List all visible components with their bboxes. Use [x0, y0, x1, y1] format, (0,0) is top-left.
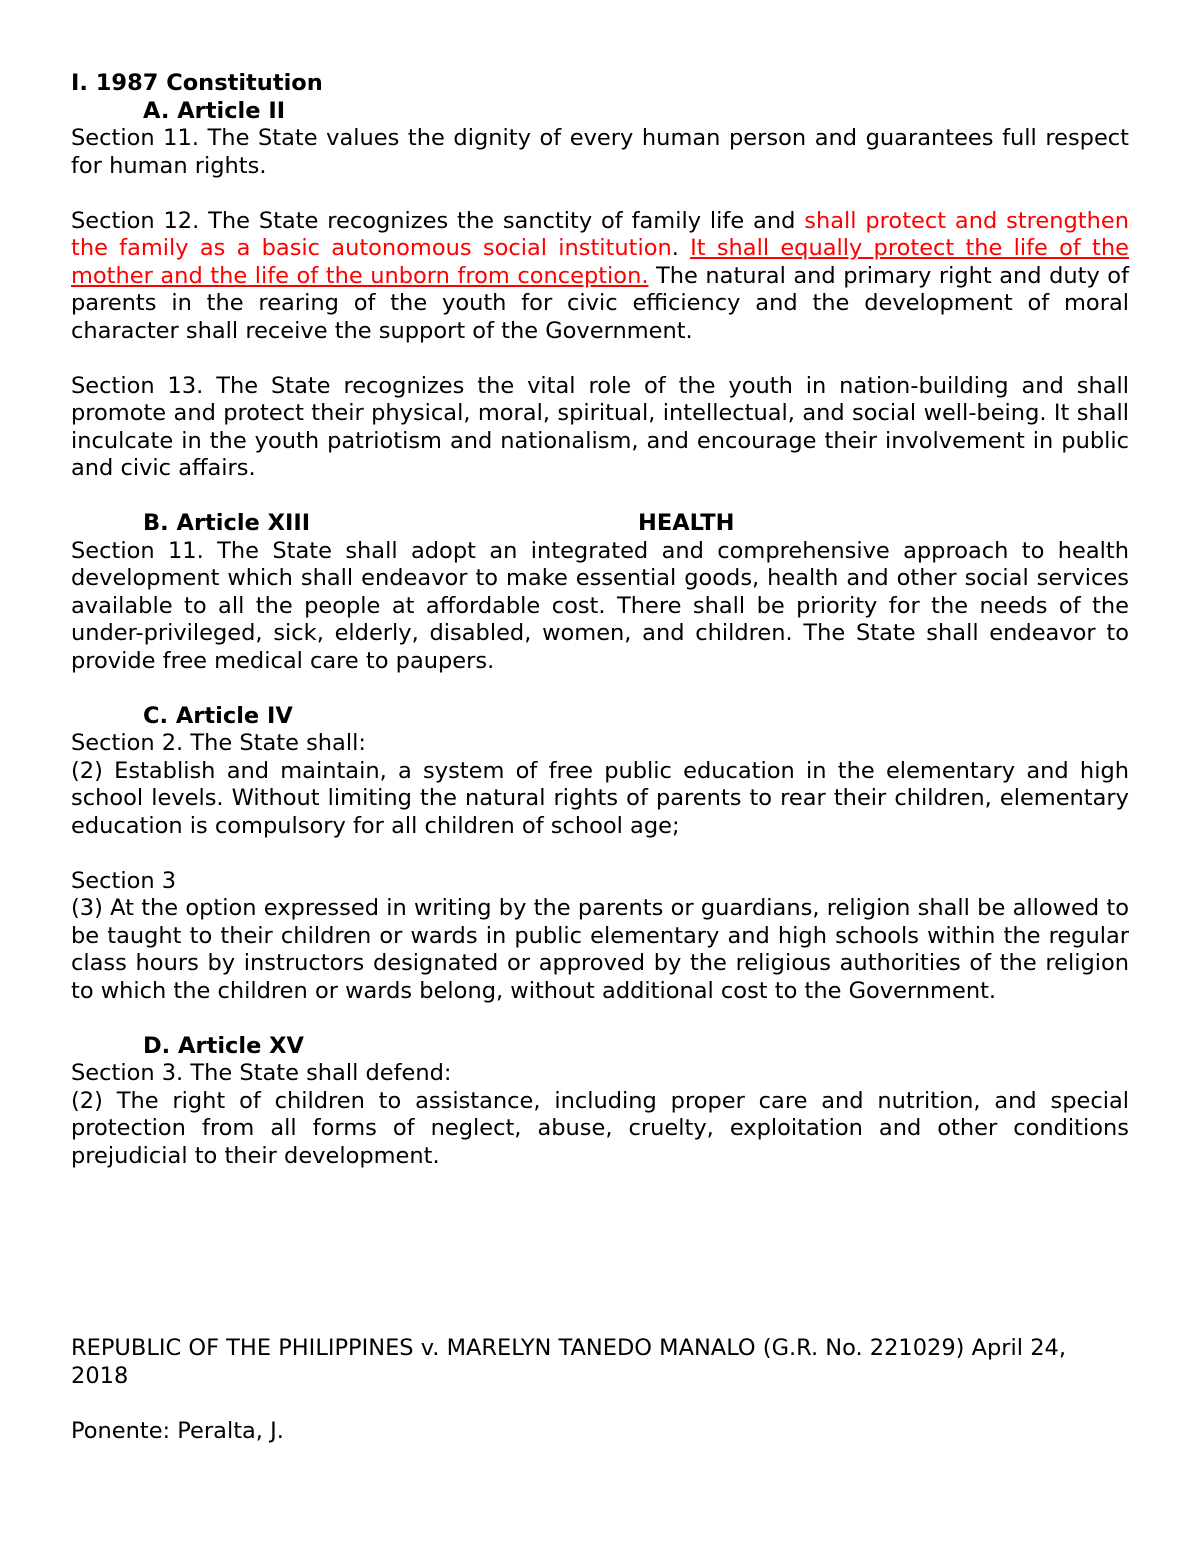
case-ponente: Ponente: Peralta, J.	[71, 1417, 284, 1444]
section-12-text-2: The natural and primary right and duty of parents in the rearing of the youth for civic efficiency and the development of moral character shall receive the support of the Government.	[71, 262, 1129, 344]
article-ii-section-13: Section 13. The State recognizes the vital role of the youth in nation-building and shall promote and protect their physical, moral, spiritual, intellectual, and social well-being. It shall inculcate in the youth patriotism and nationalism, and encourage their involvement in public and civic affairs.	[71, 372, 1129, 481]
article-xiii-heading-row	[71, 510, 1129, 538]
article-xv-section-3-head: Section 3. The State shall defend:	[71, 1060, 452, 1086]
article-iv-section-2-head: Section 2. The State shall:	[71, 730, 366, 756]
spacer	[71, 1005, 1129, 1033]
case-title: REPUBLIC OF THE PHILIPPINES v. MARELYN TANEDO MANALO (G.R. No. 221029) April 24, 2018	[71, 1335, 1066, 1389]
document-page	[71, 70, 1129, 1445]
article-iv-section-2-item: (2) Establish and maintain, a system of free public education in the elementary and high school levels. Without limiting the natural rights of parents to rear their children, elementary education is compulsory for all children of school age;	[71, 757, 1129, 839]
article-xiii-section-11: Section 11. The State shall adopt an integrated and comprehensive approach to health development which shall endeavor to make essential goods, health and other social services available to all the people at affordable cost. There shall be priority for the needs of the under-privileged, sick, elderly, disabled, women, and children. The State shall endeavor to provide free medical care to paupers.	[71, 537, 1129, 674]
spacer	[71, 180, 1129, 208]
article-iv-heading: C. Article IV	[143, 702, 293, 729]
article-ii-heading: A. Article II	[143, 97, 286, 124]
article-ii-section-11: Section 11. The State values the dignity of every human person and guarantees full respect for human rights.	[71, 125, 1129, 179]
spacer	[71, 483, 1129, 511]
section-12-period: .	[671, 235, 691, 261]
spacer	[71, 1390, 1129, 1418]
article-ii-section-12	[71, 208, 1129, 346]
document-title: I. 1987 Constitution	[71, 70, 323, 96]
article-iv-section-3-head: Section 3	[71, 867, 177, 894]
section-12-highlight-underlined: It shall equally protect the life of the mother and the life of the unborn from conception.	[71, 235, 1129, 289]
spacer	[71, 840, 1129, 868]
health-label: HEALTH	[638, 510, 735, 536]
spacer	[71, 345, 1129, 373]
article-xiii-heading: B. Article XIII	[143, 510, 311, 536]
section-12-text-1: Section 12. The State recognizes the sanctity of family life and	[71, 207, 805, 234]
article-xv-section-3-item: (2) The right of children to assistance, including proper care and nutrition, and special protection from all forms of neglect, abuse, cruelty, exploitation and other conditions prejudicial to their development.	[71, 1087, 1129, 1169]
article-xv-heading: D. Article XV	[143, 1032, 304, 1059]
spacer	[71, 1170, 1129, 1335]
spacer	[71, 675, 1129, 703]
section-12-highlight: shall protect and strengthen the family as a basic autonomous social institution	[71, 207, 1129, 261]
article-iv-section-3-item: (3) At the option expressed in writing by the parents or guardians, religion shall be allowed to be taught to their children or wards in public elementary and high schools within the regular class hours by instructors designated or approved by the religious authorities of the religion to which the children or wards belong, without additional cost to the Government.	[71, 895, 1129, 1004]
